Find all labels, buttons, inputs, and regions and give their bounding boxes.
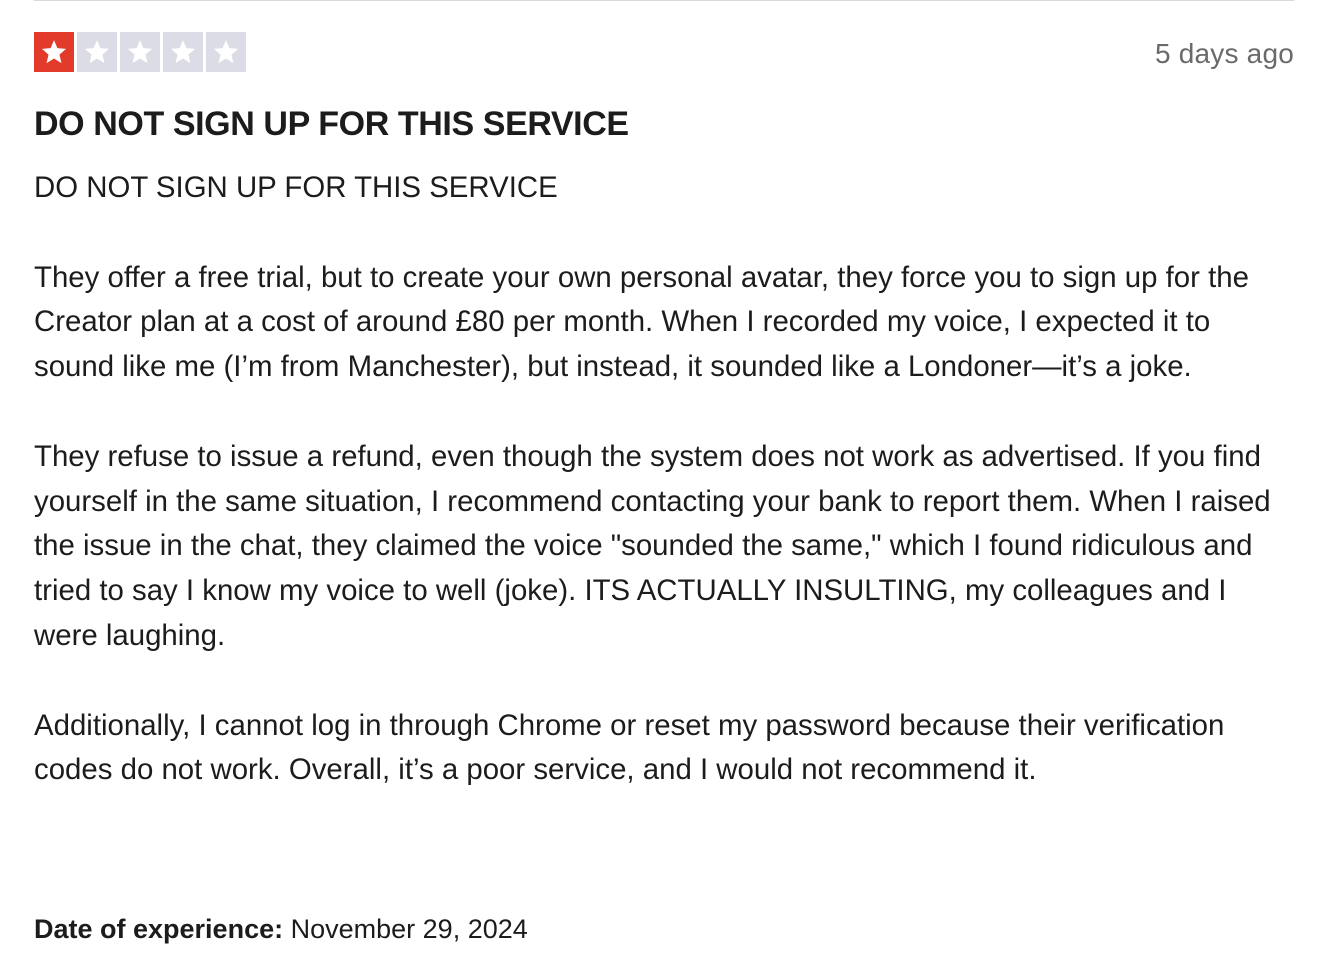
review-paragraph: They offer a free trial, but to create your own personal avatar, they force you to sign up for the Creator plan at a cost of around £80 per month. When I recorded my voice, I expected it to sound like me (I’m from Manchester), but instead, it sounded like a Londoner—it’s a joke. [34,260,1249,384]
star-glyph-icon [83,38,111,66]
review-paragraph: DO NOT SIGN UP FOR THIS SERVICE [34,171,558,204]
review-header [34,32,1294,74]
star-glyph-icon [126,38,154,66]
experience-label: Date of experience: [34,914,284,944]
star-icon [120,32,160,72]
review-posted-date: 5 days ago [1155,38,1294,69]
star-icon [206,32,246,72]
divider [34,0,1294,1]
star-glyph-icon [40,38,68,66]
review-paragraph: They refuse to issue a refund, even though the system does not work as advertised. If you find yourself in the same situation, I recommend contacting your bank to report them. When I raised the issue in the chat, they claimed the voice "sounded the same," which I found ridiculous and tried to say I know my voice to well (joke). ITS ACTUALLY INSULTING, my colleagues and I were laughing. [34,439,1271,652]
star-glyph-icon [169,38,197,66]
review-body [34,166,1296,793]
experience-date: November 29, 2024 [290,914,528,944]
star-glyph-icon [212,38,240,66]
review-title[interactable]: DO NOT SIGN UP FOR THIS SERVICE [34,105,629,143]
star-icon [77,32,117,72]
star-icon [163,32,203,72]
star-icon [34,32,74,72]
review-paragraph: Additionally, I cannot log in through Chrome or reset my password because their verification codes do not work. Overall, it’s a poor service, and I would not recommend it. [34,708,1225,787]
star-rating [34,32,246,72]
date-of-experience [34,914,528,945]
